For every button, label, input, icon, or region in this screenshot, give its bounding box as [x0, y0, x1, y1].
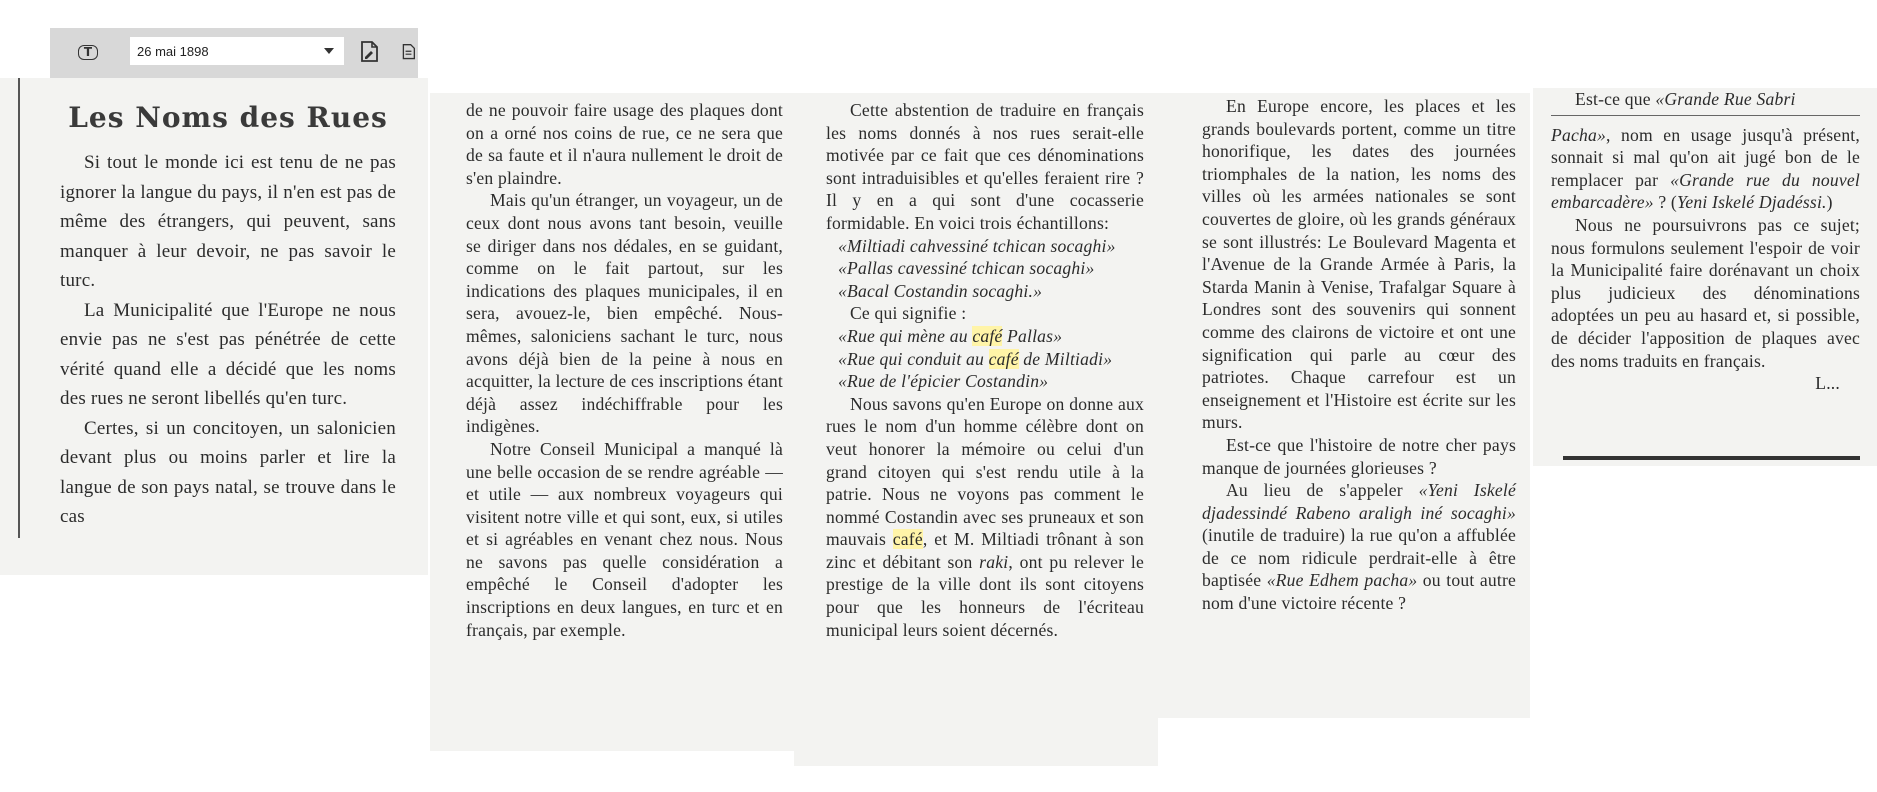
paragraph	[1551, 124, 1860, 214]
paragraph	[1551, 88, 1860, 116]
text-run: «Rue qui mène au	[838, 325, 973, 346]
street-name: «Rue Edhem pacha»	[1266, 570, 1418, 591]
article-column-4	[1158, 93, 1530, 718]
text-run: Au lieu de s'appeler	[1226, 480, 1419, 501]
document-icon	[399, 39, 418, 65]
street-name: «Grande rue du nouvel embarcadère»	[1551, 169, 1860, 213]
text-run: , ont pu relever le prestige de la ville dont ils sont citoyens pour que les honneurs de l'écriteau municipal leurs soient décernés.	[826, 551, 1144, 640]
street-name: Yeni Iskelé Djadéssi.	[1676, 192, 1827, 213]
chevron-down-icon[interactable]	[324, 48, 334, 54]
paragraph: Si tout le monde ici est tenu de ne pas ignorer la langue du pays, il n'en est pas de même des étrangers, qui peuvent, sans manquer à leur devoir, ne pas savoir le turc.	[60, 152, 396, 291]
translation-line	[826, 348, 1144, 371]
paragraph: Notre Conseil Municipal a manqué là une belle occasion de se rendre agréable — et utile — aux nombreux voyageurs qui visitent notre ville et qui sont, eux, si utiles et si agréables en venant chez nous. Nous ne savons pas quelle considération a empêché le Conseil d'adopter les inscriptions en deux langues, en turc et en français, par exemple.	[466, 438, 783, 640]
article-column-3	[794, 93, 1158, 766]
document-edit-icon	[356, 39, 382, 65]
text-run: , nom en usage jusqu'à présent, sonnait si mal qu'on ait jugé bon de le remplacer par	[1551, 124, 1860, 190]
highlighted-term: café	[892, 529, 923, 550]
section-rule	[1563, 456, 1860, 460]
document-button[interactable]	[399, 38, 418, 66]
paragraph: Certes, si un concitoyen, un salonicien devant plus ou moins parler et lire la langue de son pays natal, se trouve dans le cas	[60, 417, 396, 527]
document-edit-button[interactable]	[354, 38, 384, 66]
paragraph: Mais qu'un étranger, un voyageur, un de ceux dont nous avons tant besoin, veuille se diriger dans nos dédales, en se guidant, comme on le fait partout, sur les indications des plaques municipales, il en sera, avouez-le, bien empêché. Nous-mêmes, saloniciens sachant le turc, nous avons déjà bien de la peine à nous en acquitter, la lecture de ces inscriptions étant déjà assez indéchiffrable pour les indigènes.	[466, 190, 783, 437]
street-name: «Yeni Iskelé djadessindé Rabeno araligh iné socaghi»	[1202, 480, 1517, 523]
text-run: ? (	[1653, 192, 1677, 213]
paragraph: En Europe encore, les places et les grands boulevards portent, comme un titre honorifique, les dates des journées triomphales de la nation, les noms des villes où les armées nationales se sont couvertes de gloire, où les grands généraux se sont illustrés: Le Boulevard Magenta et l'Avenue de la Grande Armée à Paris, la Starda Manin à Venise, Trafalgar Square à Londres sont des souvenirs qui sonnent comme des clairons de victoire et ont une signification qui parle au cœur des patriotes. Chaque carrefour est un enseignement et l'Histoire est écrite sur les murs.	[1202, 96, 1516, 433]
street-example-text: «Miltiadi cahvessiné tchican socaghi»	[838, 235, 1116, 256]
translation-line	[826, 325, 1144, 348]
street-example	[826, 257, 1144, 280]
text-run: )	[1826, 192, 1833, 213]
text-run: «Rue qui conduit au	[838, 348, 989, 369]
signature: L...	[1815, 373, 1840, 394]
paragraph: Est-ce que l'histoire de notre cher pays manque de journées glorieuses ?	[1202, 434, 1516, 478]
highlighted-term: café	[972, 325, 1003, 346]
article-column-2	[430, 93, 795, 751]
paragraph: Nous ne poursuivrons pas ce sujet; nous formulons seulement l'espoir de voir la Municipalité faire dorénavant un choix plus judicieux des dénominations adoptées un peu au hasard et, si possible, de décider l'apposition de plaques avec des noms traduits en français.	[1551, 214, 1860, 371]
issue-date-select[interactable]	[130, 37, 344, 65]
street-name: Pacha»	[1551, 124, 1606, 145]
paragraph: La Municipalité que l'Europe ne nous envie pas ne s'est pas pénétrée de cette vérité quand elle a décidé que les noms des rues ne seront libellés qu'en turc.	[60, 299, 396, 409]
paragraph	[1202, 479, 1516, 615]
paragraph: Cette abstention de traduire en français les noms donnés à nos rues serait-elle motivée par ce fait que ces dénominations sont intraduisibles et qu'elles feraient rire ? Il y en a qui sont d'une cocasserie formidable. En voici trois échantillons:	[826, 100, 1144, 233]
paragraph	[826, 393, 1144, 642]
paragraph: de ne pouvoir faire usage des plaques dont on a orné nos coins de rue, ce ne sera que de sa faute et il n'aura nullement le droit de s'en plaindre.	[466, 100, 783, 188]
street-name: «Grande Rue Sabri	[1655, 89, 1796, 109]
text-run: Est-ce que	[1575, 89, 1656, 109]
street-example-text: «Bacal Costandin socaghi.»	[838, 280, 1043, 301]
text-run: Nous savons qu'en Europe on donne aux rues le nom d'un homme célèbre dont on veut honorer la mémoire ou celui d'un grand citoyen qui s'est rendu utile à la patrie. Nous ne voyons pas comment le nommé Costandin avec ses pruneaux et son mauvais	[826, 393, 1144, 550]
text-run: (inutile de traduire) la rue qu'on a affublée de ce nom ridicule perdrait-elle à être baptisée	[1202, 525, 1516, 591]
article-column-1	[0, 78, 428, 575]
text-run: Pallas»	[1002, 325, 1063, 346]
street-example	[826, 280, 1144, 303]
street-example	[826, 235, 1144, 258]
article-title: Les Noms des Rues	[68, 101, 388, 134]
street-example-text: «Pallas cavessiné tchican socaghi»	[838, 258, 1095, 279]
text-run: ou tout autre nom d'une victoire récente ?	[1202, 570, 1517, 614]
article-column-5	[1533, 88, 1877, 466]
text-run: , et M. Miltiadi trônant à son zinc et débitant son	[826, 529, 1144, 572]
column-rule	[18, 78, 20, 538]
text-tool-icon: T	[78, 45, 98, 60]
paragraph: Ce qui signifie :	[850, 303, 967, 324]
text-run: «Rue de l'épicier Costandin»	[838, 371, 1049, 392]
text-run: raki	[979, 551, 1009, 572]
text-tool-button[interactable]	[73, 38, 103, 66]
translation-line	[826, 370, 1144, 393]
highlighted-term: café	[988, 348, 1019, 369]
text-run: de Miltiadi»	[1018, 348, 1113, 369]
viewer-toolbar	[50, 28, 418, 78]
issue-date-value: 26 mai 1898	[137, 43, 209, 59]
